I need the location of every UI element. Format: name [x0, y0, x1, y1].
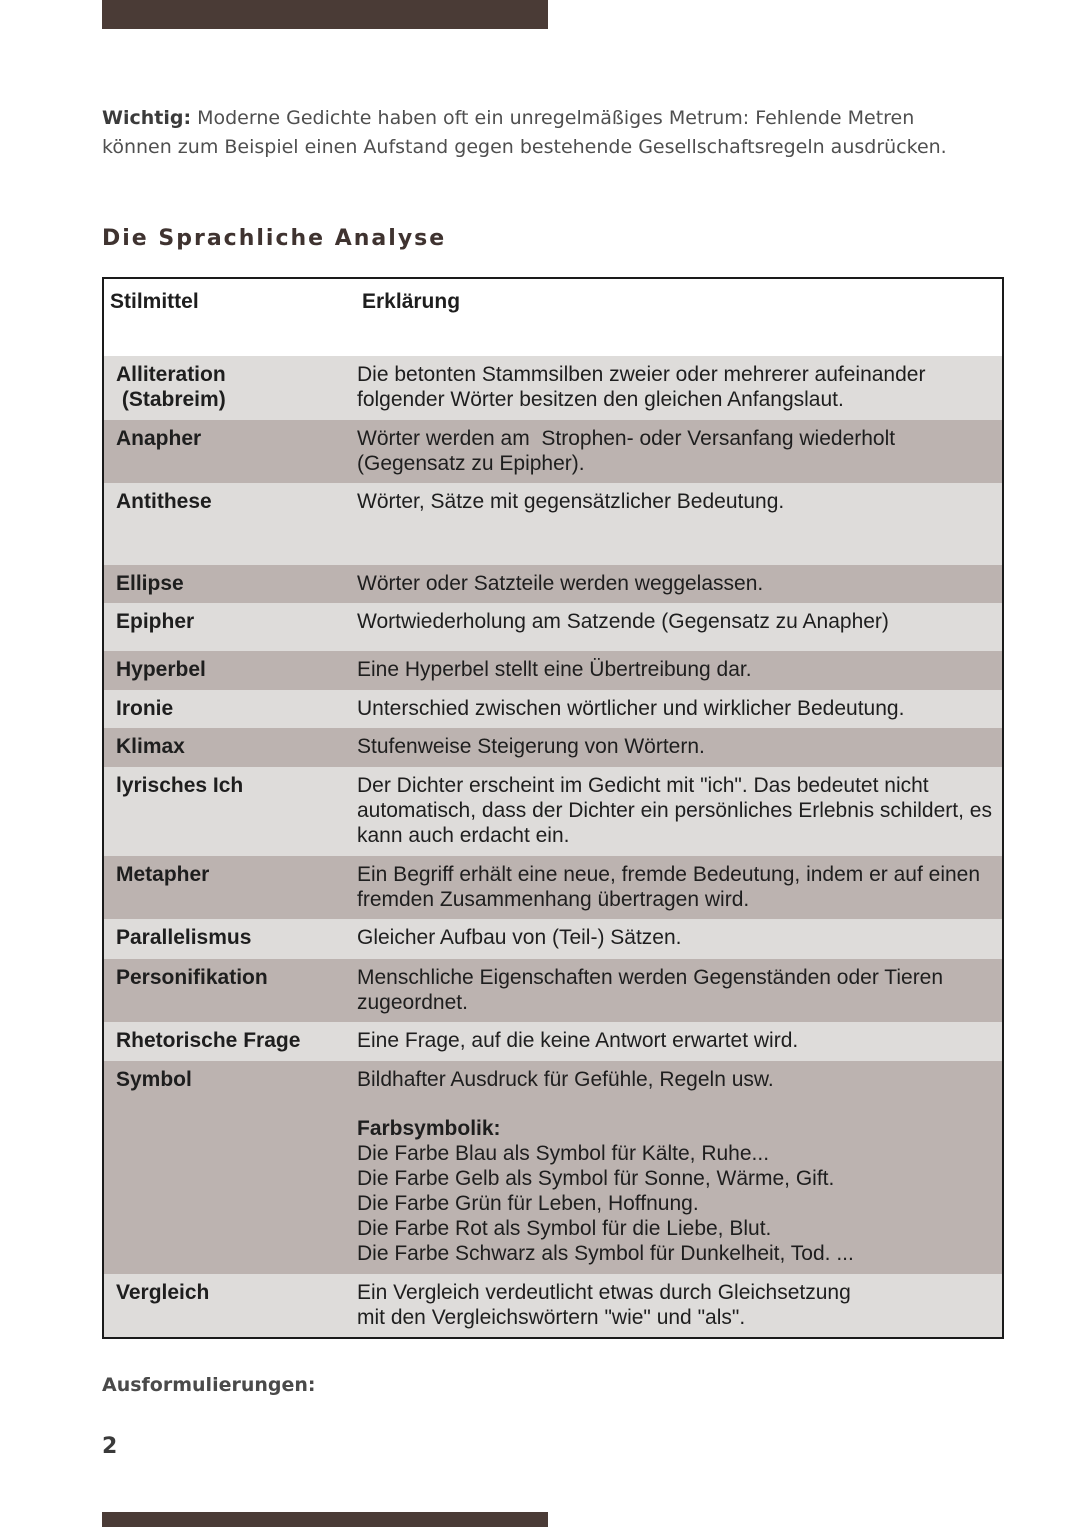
term-cell: Personifikation [116, 966, 268, 989]
explanation-cell [357, 1280, 997, 1330]
term-cell: Hyperbel [116, 658, 206, 681]
term-cell: Epipher [116, 610, 195, 633]
explanation-cell: Eine Hyperbel stellt eine Übertreibung dar. [357, 658, 752, 681]
color-symbol-line: Die Farbe Schwarz als Symbol für Dunkelheit, Tod. ... [357, 1242, 854, 1265]
explanation-cell: Menschliche Eigenschaften werden Gegenständen oder Tieren zugeordnet. [357, 966, 944, 1014]
term-cell [116, 362, 346, 412]
term-cell: Vergleich [116, 1281, 210, 1304]
color-symbolism-heading: Farbsymbolik: [357, 1117, 501, 1140]
table-header-row [104, 279, 1002, 357]
explanation-text: Bildhafter Ausdruck für Gefühle, Regeln usw. [357, 1068, 774, 1091]
color-symbol-line: Die Farbe Grün für Leben, Hoffnung. [357, 1192, 699, 1215]
explanation-cell: Wörter werden am Strophen- oder Versanfang wiederholt (Gegensatz zu Epipher). [357, 427, 901, 475]
term-cell: Symbol [116, 1068, 192, 1091]
color-symbol-line: Die Farbe Gelb als Symbol für Sonne, Wärme, Gift. [357, 1167, 835, 1190]
page-number: 2 [102, 1434, 118, 1459]
stilmittel-table [102, 277, 1004, 1339]
term-text-2: (Stabreim) [116, 388, 226, 411]
table-row [104, 1274, 1002, 1337]
explanation-text: Ein Vergleich verdeutlicht etwas durch Gleichsetzung [357, 1281, 851, 1304]
table-row [104, 1061, 1002, 1274]
table-row [104, 603, 1002, 651]
explanation-cell: Stufenweise Steigerung von Wörtern. [357, 735, 705, 758]
table-row [104, 420, 1002, 483]
term-cell: Parallelismus [116, 926, 252, 949]
note-text: Moderne Gedichte haben oft ein unregelmäßiges Metrum: Fehlende Metren können zum Beispiel einen Aufstand gegen bestehende Gesellschaftsregeln ausdrücken. [102, 107, 947, 158]
explanation-cell: Ein Begriff erhält eine neue, fremde Bedeutung, indem er auf einen fremden Zusammenhang übertragen wird. [357, 863, 981, 911]
header-stilmittel: Stilmittel [110, 290, 199, 313]
header-erklaerung: Erklärung [362, 290, 461, 313]
explanation-cell [357, 1067, 997, 1266]
explanation-cell: Der Dichter erscheint im Gedicht mit "ich". Das bedeutet nicht automatisch, dass der Dichter ein persönliches Erlebnis schildert, es kann auch erdacht ein. [357, 774, 992, 847]
table-row [104, 356, 1002, 420]
term-text: Alliteration [116, 363, 226, 386]
term-cell: Anapher [116, 427, 202, 450]
important-note [102, 104, 982, 162]
explanation-cell: Eine Frage, auf die keine Antwort erwartet wird. [357, 1029, 799, 1052]
term-cell: Metapher [116, 863, 210, 886]
table-row [104, 767, 1002, 856]
explanation-cell: Unterschied zwischen wörtlicher und wirklicher Bedeutung. [357, 697, 905, 720]
term-cell: Ironie [116, 697, 174, 720]
explanation-cell: Wortwiederholung am Satzende (Gegensatz zu Anapher) [357, 610, 889, 633]
header-bar [102, 0, 548, 29]
explanation-cell: Die betonten Stammsilben zweier oder mehrerer aufeinander folgender Wörter besitzen den gleichen Anfangslaut. [357, 363, 926, 411]
table-row [104, 1022, 1002, 1061]
term-cell: Rhetorische Frage [116, 1029, 301, 1052]
explanation-text-2: mit den Vergleichswörtern "wie" und "als". [357, 1306, 746, 1329]
color-symbol-line: Die Farbe Rot als Symbol für die Liebe, Blut. [357, 1217, 772, 1240]
table-row [104, 728, 1002, 767]
term-cell: Ellipse [116, 572, 184, 595]
explanation-cell: Wörter oder Satzteile werden weggelassen. [357, 572, 764, 595]
ausformulierungen-heading: Ausformulierungen: [102, 1374, 316, 1396]
footer-bar [102, 1512, 548, 1527]
table-row [104, 565, 1002, 603]
term-cell: Antithese [116, 490, 212, 513]
note-label: Wichtig: [102, 107, 192, 129]
term-cell: lyrisches Ich [116, 774, 244, 797]
explanation-cell: Wörter, Sätze mit gegensätzlicher Bedeutung. [357, 490, 785, 513]
spacer [357, 1092, 997, 1116]
table-row [104, 690, 1002, 728]
section-title: Die Sprachliche Analyse [102, 226, 447, 251]
color-symbol-line: Die Farbe Blau als Symbol für Kälte, Ruhe... [357, 1142, 770, 1165]
table-row [104, 919, 1002, 959]
table-row [104, 483, 1002, 565]
explanation-cell: Gleicher Aufbau von (Teil-) Sätzen. [357, 926, 682, 949]
table-row [104, 856, 1002, 919]
term-cell: Klimax [116, 735, 185, 758]
table-row [104, 651, 1002, 690]
table-row [104, 959, 1002, 1022]
